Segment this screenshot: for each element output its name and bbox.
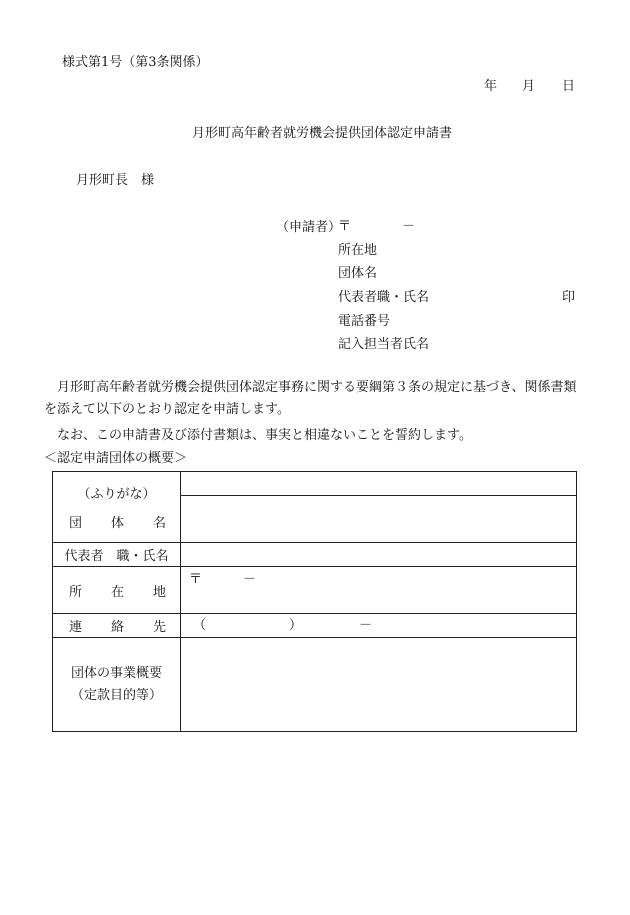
applicant-heading: （申請者） bbox=[276, 220, 342, 235]
addressee: 月形町長 様 bbox=[76, 173, 155, 188]
org-name-label: 団 体 名 bbox=[69, 516, 166, 531]
org-name-input-cell[interactable] bbox=[181, 496, 577, 543]
applicant-address-label: 所在地 bbox=[338, 243, 378, 258]
business-input-cell[interactable] bbox=[181, 638, 577, 732]
seal-mark: 印 bbox=[562, 290, 576, 305]
business-label-line1: 団体の事業概要 bbox=[70, 665, 162, 681]
address-label: 所 在 地 bbox=[69, 584, 166, 600]
outline-table bbox=[52, 471, 577, 732]
address-postal-dash: － bbox=[243, 572, 257, 587]
representative-label-cell bbox=[53, 543, 181, 567]
date-year-label: 年 bbox=[484, 79, 498, 94]
applicant-representative-label: 代表者職・氏名 bbox=[338, 290, 430, 305]
furigana-label: （ふりがな） bbox=[77, 487, 156, 502]
business-label-line2: （定款目的等） bbox=[70, 687, 162, 703]
contact-dash: － bbox=[359, 618, 373, 633]
form-number: 様式第1号（第3条関係） bbox=[62, 55, 209, 70]
document-title: 月形町高年齢者就労機会提供団体認定申請書 bbox=[192, 126, 453, 141]
contact-phone-row bbox=[181, 614, 576, 637]
representative-label: 代表者 職・氏名 bbox=[64, 549, 169, 564]
furigana-input-cell[interactable] bbox=[181, 472, 577, 496]
applicant-org-name-label: 団体名 bbox=[338, 266, 378, 281]
applicant-contact-person-label: 記入担当者氏名 bbox=[338, 337, 430, 352]
contact-paren-close: ） bbox=[289, 618, 303, 633]
applicant-postal-mark: 〒 bbox=[338, 219, 352, 234]
contact-label: 連 絡 先 bbox=[69, 620, 166, 635]
date-month-label: 月 bbox=[522, 79, 536, 94]
address-label-cell bbox=[53, 567, 181, 614]
applicant-postal-dash: － bbox=[402, 219, 416, 234]
contact-label-cell bbox=[53, 614, 181, 638]
address-postal-mark: 〒 bbox=[189, 572, 203, 587]
contact-paren-open: （ bbox=[193, 618, 207, 633]
contact-input-cell[interactable] bbox=[181, 614, 577, 638]
representative-input-cell[interactable] bbox=[181, 543, 577, 567]
body-paragraph-1: 月形町高年齢者就労機会提供団体認定事務に関する要綱第３条の規定に基づき、関係書類を添えて以下のとおり認定を申請します。 bbox=[44, 380, 577, 417]
address-input-cell[interactable] bbox=[181, 567, 577, 614]
date-day-label: 日 bbox=[562, 79, 576, 94]
org-name-label-cell bbox=[53, 472, 181, 543]
applicant-phone-label: 電話番号 bbox=[338, 314, 391, 329]
business-label-cell bbox=[53, 638, 181, 732]
body-paragraph-2: なお、この申請書及び添付書類は、事実と相違ないことを誓約します。 bbox=[57, 428, 472, 443]
outline-heading: ＜認定申請団体の概要＞ bbox=[44, 451, 188, 466]
